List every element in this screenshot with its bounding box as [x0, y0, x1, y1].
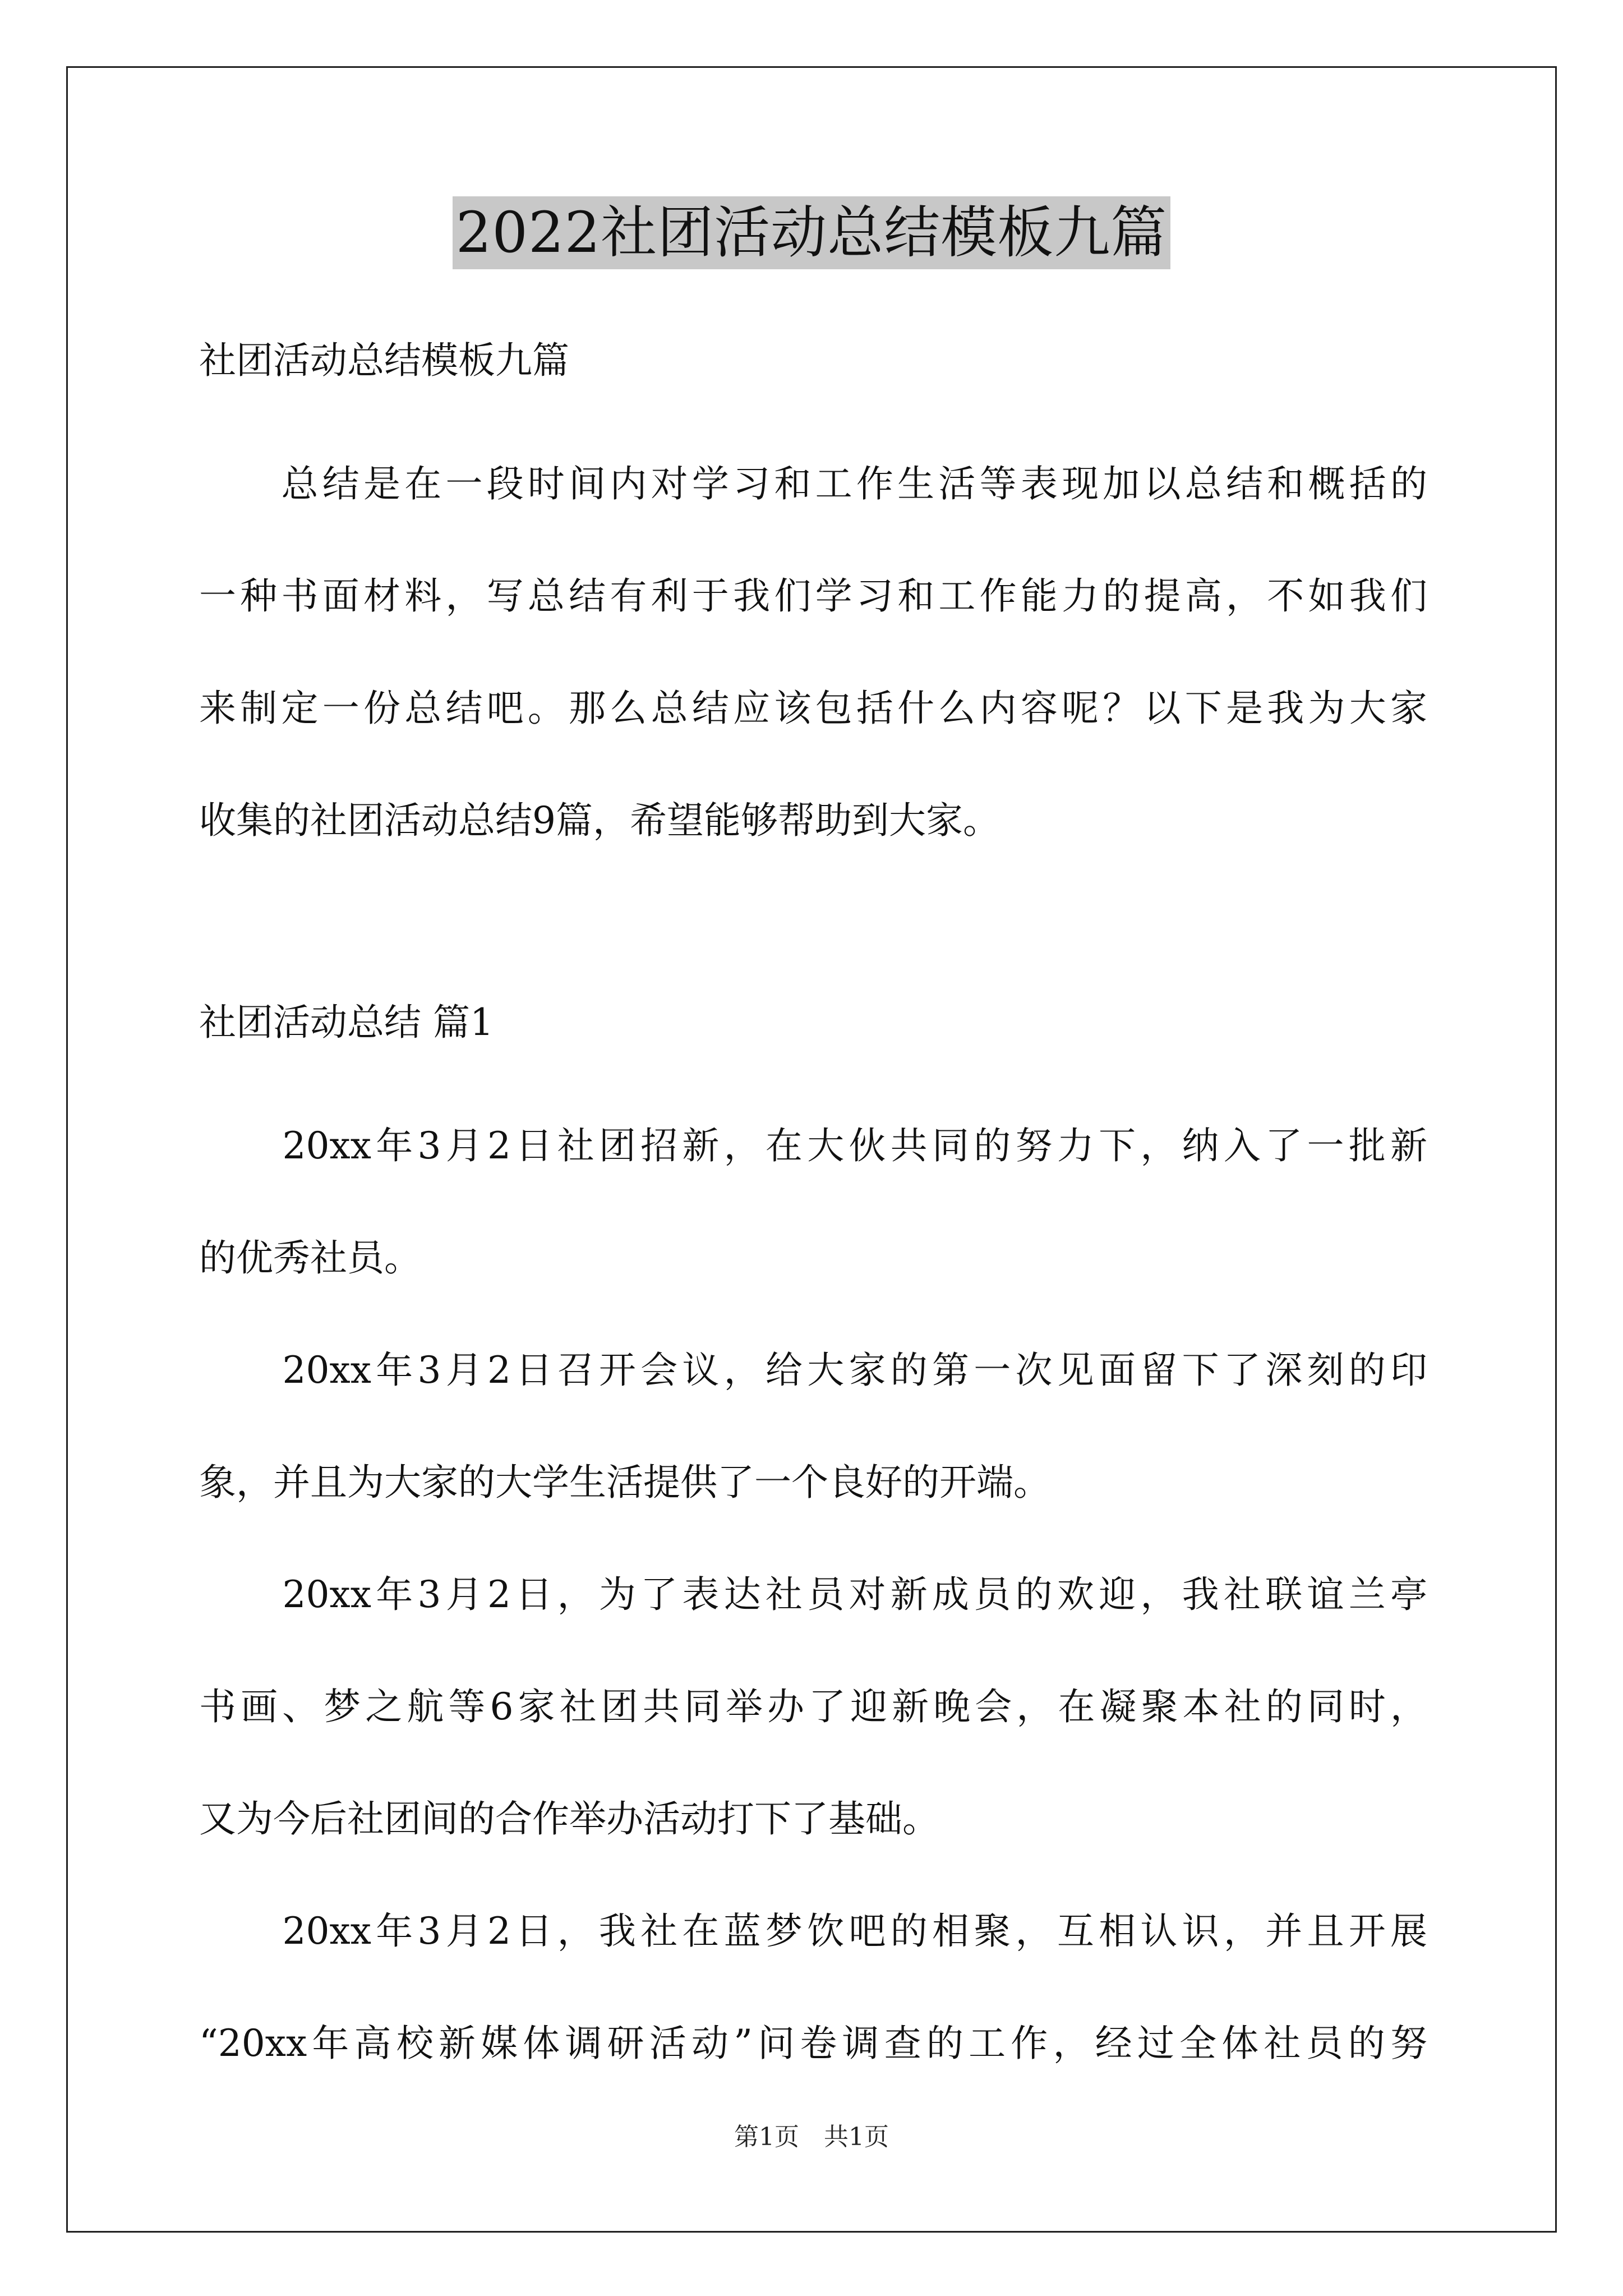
paragraph-line: 总结是在一段时间内对学习和工作生活等表现加以总结和概括的	[199, 462, 1427, 505]
paragraph-line: 收集的社团活动总结9篇，希望能够帮助到大家。	[199, 799, 1000, 842]
section-heading: 社团活动总结 篇1	[199, 1001, 494, 1044]
document-title: 2022社团活动总结模板九篇	[453, 196, 1171, 269]
paragraph-line: 一种书面材料，写总结有利于我们学习和工作能力的提高，不如我们	[199, 574, 1427, 618]
paragraph-line: 书画、梦之航等6家社团共同举办了迎新晚会，在凝聚本社的同时，	[199, 1685, 1427, 1728]
subtitle-line: 社团活动总结模板九篇	[199, 339, 569, 382]
paragraph-line: 20xx年3月2日，我社在蓝梦饮吧的相聚，互相认识，并且开展	[199, 1910, 1427, 1953]
page-footer: 第1页 共1页	[734, 2123, 889, 2151]
paragraph-line: 20xx年3月2日召开会议，给大家的第一次见面留下了深刻的印	[199, 1349, 1427, 1392]
paragraph-line: 20xx年3月2日，为了表达社员对新成员的欢迎，我社联谊兰亭	[199, 1573, 1427, 1616]
paragraph-line: 象，并且为大家的大学生活提供了一个良好的开端。	[199, 1461, 1050, 1504]
paragraph-line: 来制定一份总结吧。那么总结应该包括什么内容呢？以下是我为大家	[199, 687, 1427, 730]
paragraph-line: 20xx年3月2日社团招新，在大伙共同的努力下，纳入了一批新	[199, 1124, 1427, 1167]
title-container	[0, 196, 1623, 269]
paragraph-line: “20xx年高校新媒体调研活动”问卷调查的工作，经过全体社员的努	[199, 2022, 1427, 2065]
paragraph-line: 又为今后社团间的合作举办活动打下了基础。	[199, 1797, 939, 1841]
paragraph-line: 的优秀社员。	[199, 1236, 421, 1280]
